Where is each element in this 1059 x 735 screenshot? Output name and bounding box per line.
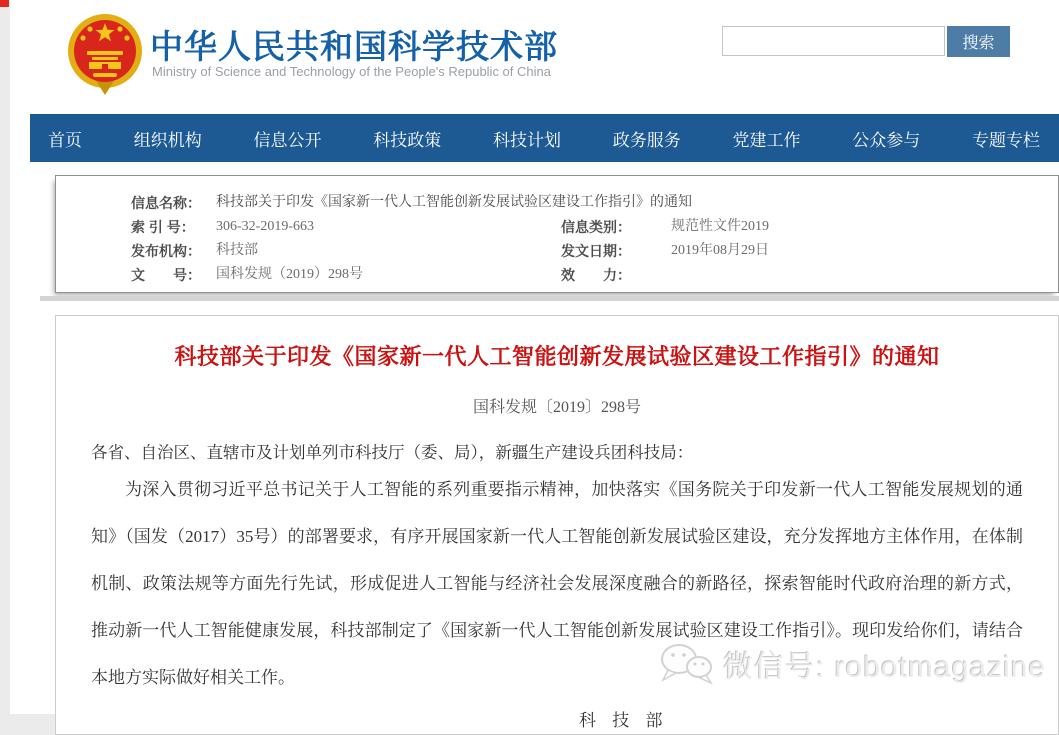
search-input[interactable] — [722, 26, 945, 56]
meta-row-index-category — [56, 215, 1058, 239]
main-nav — [30, 114, 1059, 162]
meta-label-issuing-agency: 发布机构： — [131, 243, 201, 259]
meta-label-doc-number: 文 号： — [131, 267, 201, 283]
wechat-watermark — [655, 638, 1046, 690]
page — [10, 0, 1059, 730]
meta-value-info-name: 科技部关于印发《国家新一代人工智能创新发展试验区建设工作指引》的通知 — [216, 195, 692, 210]
wechat-icon — [655, 638, 715, 690]
meta-value-issue-date: 2019年08月29日 — [671, 243, 769, 258]
site-title: 中华人民共和国科学技术部 — [150, 28, 558, 65]
nav-item-gov-services[interactable]: 政务服务 — [612, 130, 681, 150]
document-paragraph: 为深入贯彻习近平总书记关于人工智能的系列重要指示精神，加快落实《国务院关于印发新一代人工智能发展规划的通知》（国发（2017）35号）的部署要求，有序开展国家新一代人工智能创新发展试验区建设，充分发挥地方主体作用，在体制机制、政策法规等方面先行先试，形成促进人工智能与经济社会发展深度融合的新路径，探索智能时代政府治理的新方式，推动新一代人工智能健康发展，科技部制定了《国家新一代人工智能创新发展试验区建设工作指引》。现印发给你们，请结合本地方实际做好相关工作。 — [91, 480, 1023, 687]
nav-item-sci-programs[interactable]: 科技计划 — [493, 130, 561, 150]
meta-row-info-name — [56, 191, 1058, 215]
meta-row-docnum-validity — [56, 263, 1058, 287]
meta-value-info-category: 规范性文件2019 — [671, 219, 769, 234]
document-signature: 科 技 部 — [579, 711, 669, 730]
document-salutation: 各省、自治区、直辖市及计划单列市科技厅（委、局），新疆生产建设兵团科技局： — [91, 443, 694, 462]
meta-label-validity: 效 力： — [561, 267, 631, 283]
metadata-box-shadow-divider — [40, 296, 1059, 301]
meta-row-agency-date — [56, 239, 1058, 263]
meta-label-info-name: 信息名称： — [131, 195, 201, 211]
nav-item-info-disclosure[interactable]: 信息公开 — [253, 130, 322, 150]
watermark-text: 微信号: robotmagazine — [723, 651, 1047, 684]
site-header — [10, 0, 1059, 114]
meta-label-info-category: 信息类别： — [561, 219, 631, 235]
nav-item-organization[interactable]: 组织机构 — [133, 130, 202, 150]
document-number: 国科发规〔2019〕298号 — [472, 399, 641, 416]
meta-label-index-number: 索 引 号： — [131, 219, 195, 235]
nav-item-public-participation[interactable]: 公众参与 — [852, 130, 921, 150]
document-metadata-box — [55, 175, 1059, 293]
nav-item-home[interactable]: 首页 — [48, 130, 82, 150]
document-title: 科技部关于印发《国家新一代人工智能创新发展试验区建设工作指引》的通知 — [174, 344, 940, 369]
nav-item-special-topics[interactable]: 专题专栏 — [972, 130, 1040, 150]
search-button[interactable]: 搜索 — [947, 26, 1010, 57]
nav-item-party-building[interactable]: 党建工作 — [732, 130, 801, 150]
meta-value-index-number: 306-32-2019-663 — [216, 219, 314, 234]
site-subtitle: Ministry of Science and Technology of the People's Republic of China — [152, 64, 551, 79]
meta-label-issue-date: 发文日期： — [561, 243, 631, 259]
screen-corner-artifact — [0, 0, 9, 7]
national-emblem-icon — [65, 13, 145, 97]
nav-item-sci-policy[interactable]: 科技政策 — [373, 130, 442, 150]
national-emblem-logo[interactable] — [65, 13, 145, 97]
meta-value-doc-number: 国科发规（2019）298号 — [216, 267, 363, 282]
meta-value-issuing-agency: 科技部 — [216, 243, 258, 258]
